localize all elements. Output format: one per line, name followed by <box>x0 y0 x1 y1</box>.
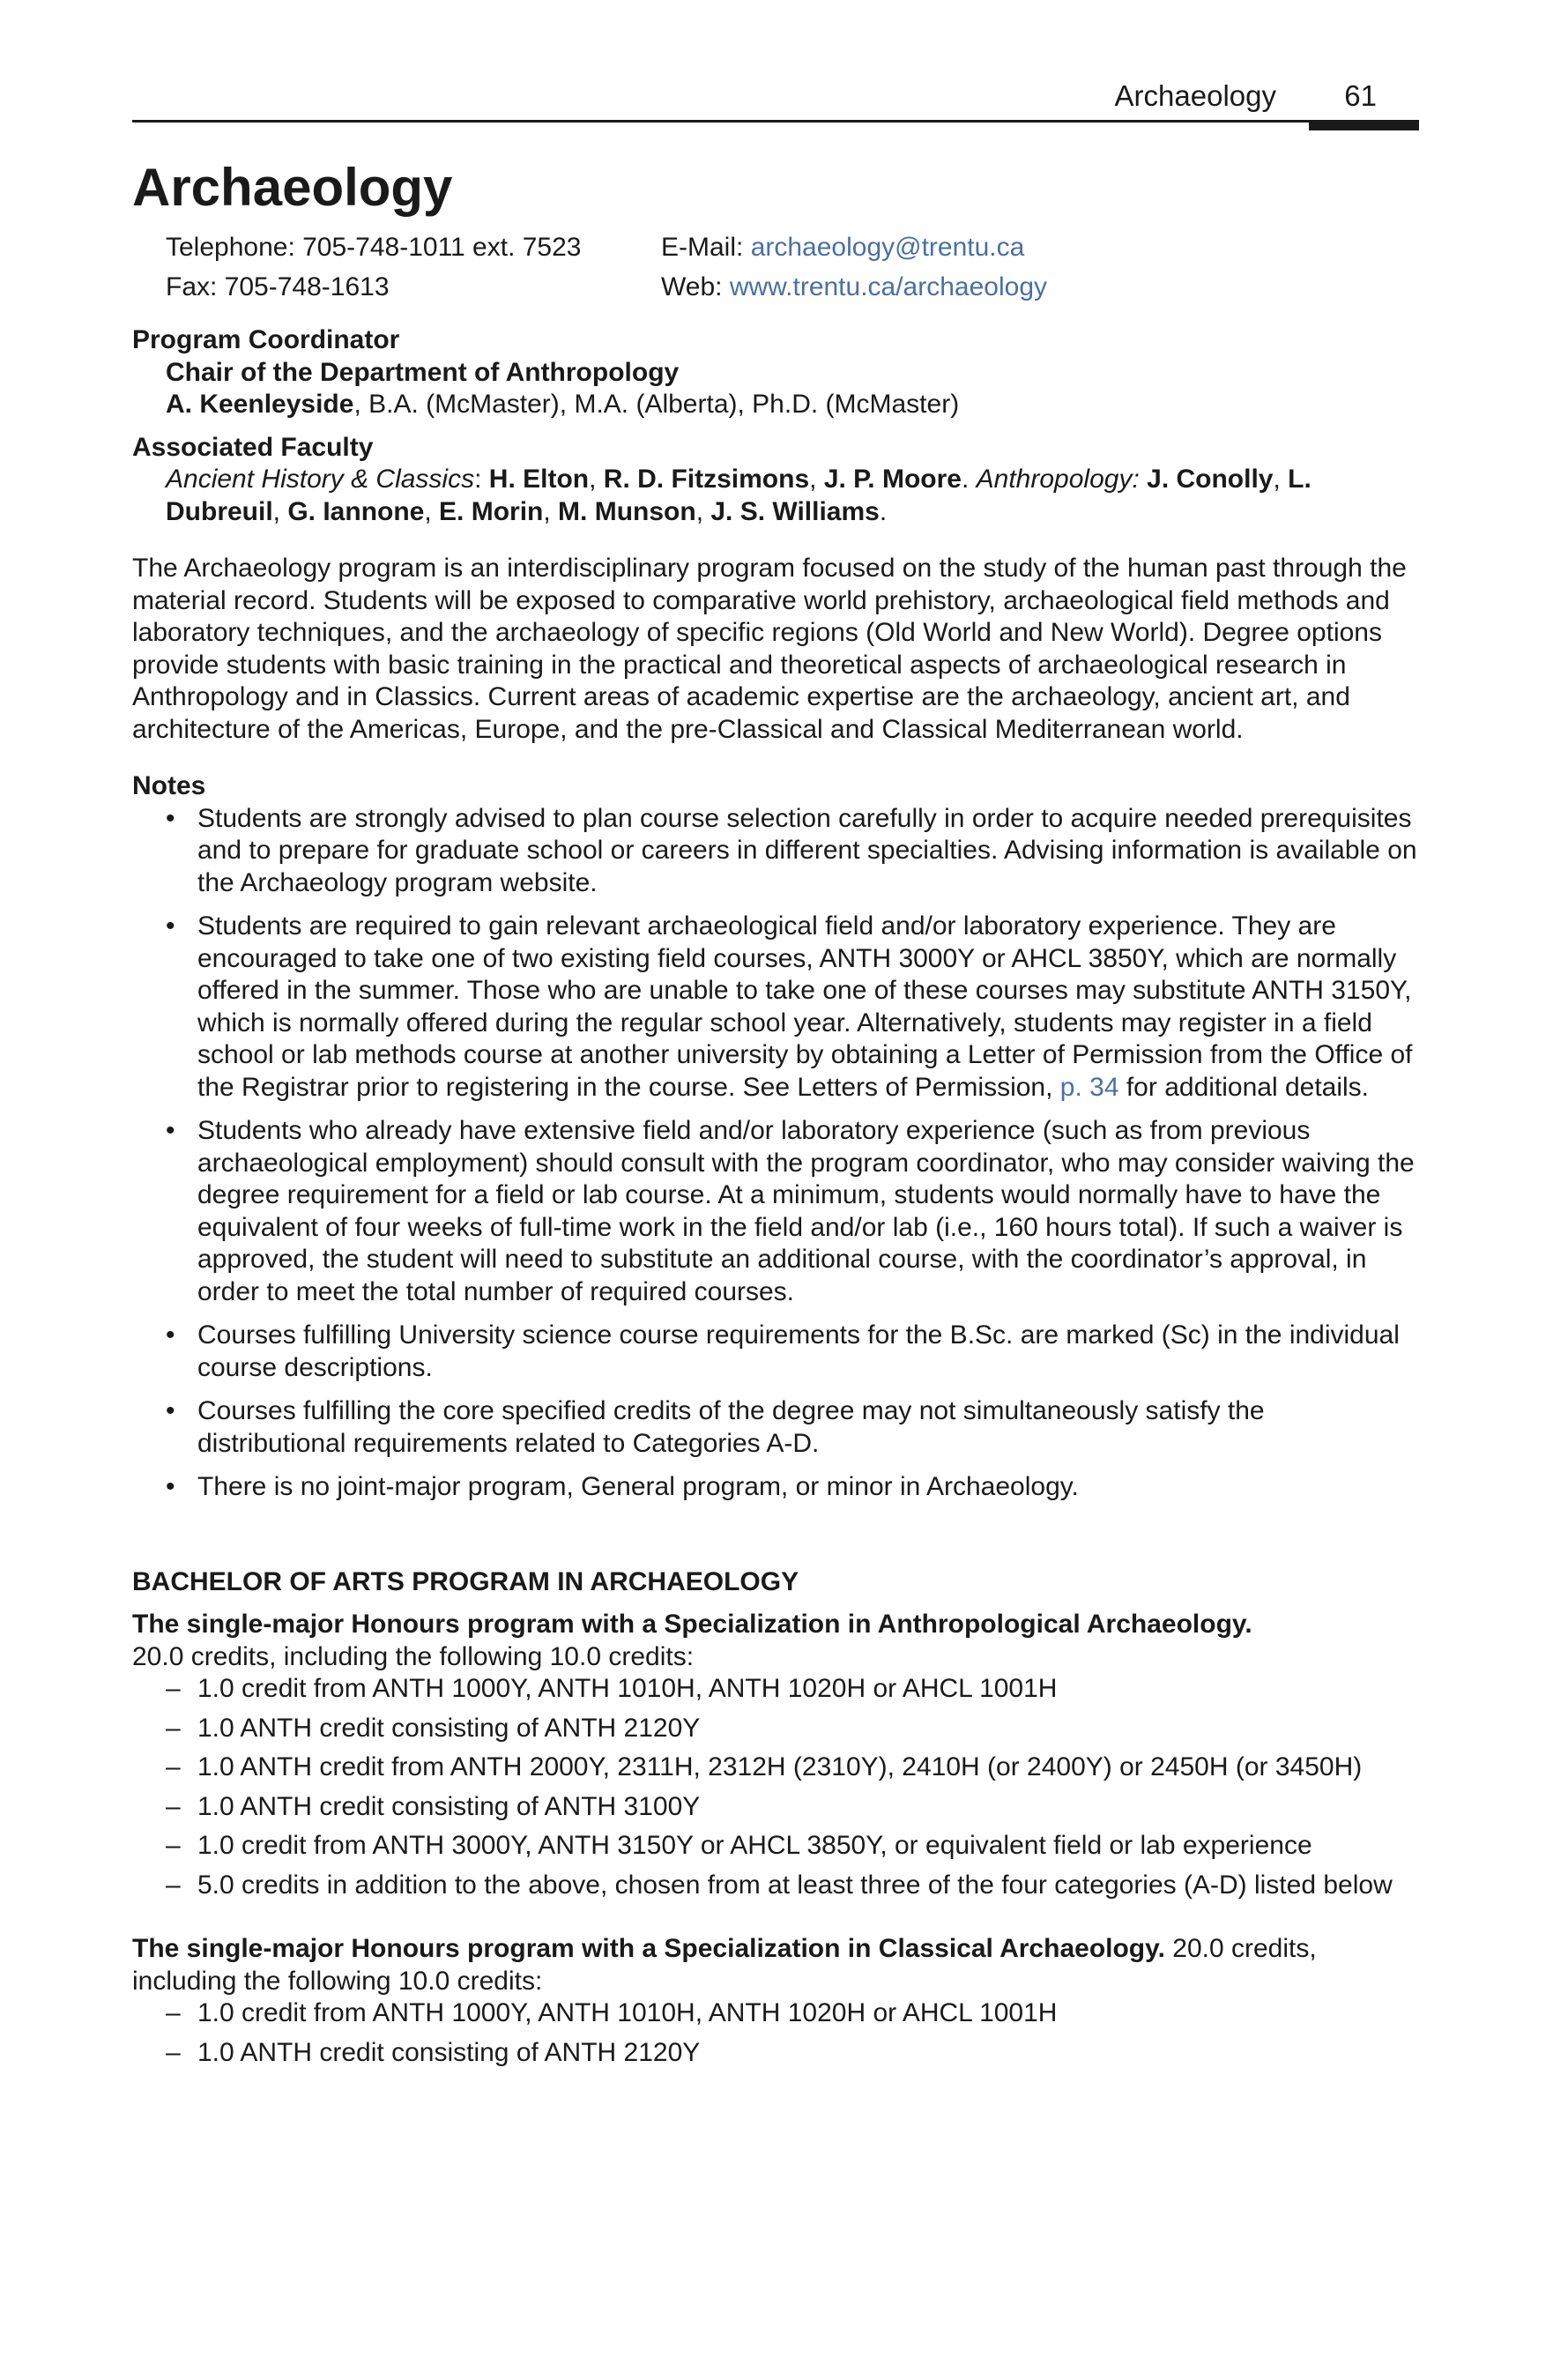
requirements-list <box>132 1673 1419 1901</box>
faculty-name: J. Conolly <box>1147 465 1274 494</box>
notes-list <box>132 803 1419 1504</box>
running-header <box>132 79 1419 134</box>
program-title: The single-major Honours program with a Specialization in Classical Archaeology. <box>132 1934 1165 1963</box>
email-label: E-Mail: <box>661 233 751 262</box>
web-link[interactable]: www.trentu.ca/archaeology <box>729 272 1048 301</box>
list-item <box>132 1830 1419 1863</box>
list-item <box>132 1870 1419 1902</box>
list-item <box>132 1395 1419 1460</box>
program-credits: 20.0 credits, including the following 10.0 credits: <box>132 1934 1317 1996</box>
bullet: • <box>166 1472 175 1501</box>
contact-block <box>166 227 1400 307</box>
requirement-text: 1.0 credit from ANTH 1000Y, ANTH 1010H, ANTH 1020H or AHCL 1001H <box>197 1998 1058 2027</box>
list-item <box>132 1673 1419 1706</box>
page-number: 61 <box>1344 79 1377 112</box>
requirement-text: 1.0 ANTH credit consisting of ANTH 3100Y <box>197 1791 701 1821</box>
bullet: • <box>166 1320 175 1350</box>
requirement-text: 1.0 credit from ANTH 1000Y, ANTH 1010H, ANTH 1020H or AHCL 1001H <box>197 1674 1058 1703</box>
faculty-name: H. Elton <box>488 465 590 494</box>
web-line <box>661 267 1047 307</box>
notes-heading: Notes <box>132 771 206 800</box>
note-text: Courses fulfilling the core specified credits of the degree may not simultaneously satisfy the distributional requirements related to Categories A-D. <box>197 1396 1265 1458</box>
note-text: Students who already have extensive field and/or laboratory experience (such as from previous archaeological employment) should consult with the program coordinator, who may consider waiving the degree requirement for a field or lab course. At a minimum, students would normally have to have the equivalent of four weeks of full-time work in the field and/or lab (i.e., 160 hours total). If such a waiver is approved, the student will need to substitute an additional course, with the coordinator’s approval, in order to meet the total number of required courses. <box>197 1116 1415 1306</box>
catalog-page <box>132 0 1419 2380</box>
program-credits: 20.0 credits, including the following 10.0 credits: <box>132 1641 695 1671</box>
page-reference-link[interactable]: p. 34 <box>1059 1072 1119 1102</box>
web-label: Web: <box>661 272 730 301</box>
coordinator-credentials: , B.A. (McMaster), M.A. (Alberta), Ph.D. (McMaster) <box>353 390 960 419</box>
page-title: Archaeology <box>132 158 453 217</box>
dash: – <box>166 1752 181 1781</box>
faculty-heading: Associated Faculty <box>132 432 374 462</box>
dash: – <box>166 2037 181 2067</box>
dash: – <box>166 1998 181 2027</box>
list-item <box>132 911 1419 1104</box>
header-rule <box>132 120 1419 123</box>
requirement-text: 5.0 credits in addition to the above, chosen from at least three of the four categories (A-D) listed below <box>197 1870 1393 1900</box>
program-title: The single-major Honours program with a Specialization in Anthropological Archaeology. <box>132 1610 1252 1639</box>
ba-heading: BACHELOR OF ARTS PROGRAM IN ARCHAEOLOGY <box>132 1566 799 1596</box>
note-text: Students are required to gain relevant archaeological field and/or laboratory experience. They are encouraged to take one of two existing field courses, ANTH 3000Y or AHCL 3850Y, which are normally offered in the summer. Those who are unable to take one of these courses may substitute ANTH 3150Y, which is normally offered during the regular school year. Alternatively, students may register in a field school or lab methods course at another university by obtaining a Letter of Permission from the Office of the Registrar prior to registering in the course. See Letters of Permission, <box>197 911 1413 1102</box>
requirement-text: 1.0 ANTH credit consisting of ANTH 2120Y <box>197 1713 701 1743</box>
list-item <box>132 1997 1419 2030</box>
dash: – <box>166 1870 181 1900</box>
faculty-name: G. Iannone <box>287 496 425 526</box>
bullet: • <box>166 1116 175 1145</box>
faculty-name: L. Dubreuil <box>166 465 1312 526</box>
header-tab-bar <box>1309 120 1419 130</box>
bullet: • <box>166 1396 175 1425</box>
coordinator-line <box>132 389 1419 421</box>
list-item <box>132 2037 1419 2070</box>
requirement-text: 1.0 ANTH credit consisting of ANTH 2120Y <box>197 2037 701 2067</box>
faculty-list: Ancient History & Classics: H. Elton, R. D. Fitzsimons, J. P. Moore. Anthropology: J. Conolly, L. Dubreuil, G. Iannone, E. Morin, M. Munson, J. S. Williams. <box>166 465 1312 526</box>
dash: – <box>166 1831 181 1860</box>
list-item <box>132 1752 1419 1784</box>
list-item <box>132 1713 1419 1745</box>
requirement-text: 1.0 ANTH credit from ANTH 2000Y, 2311H, 2312H (2310Y), 2410H (or 2400Y) or 2450H (or 3450H) <box>197 1752 1363 1781</box>
dash: – <box>166 1713 181 1743</box>
program-intro <box>132 1933 1419 1997</box>
main-content <box>132 324 1419 2076</box>
coordinator-name: A. Keenleyside <box>166 390 354 419</box>
dash: – <box>166 1791 181 1821</box>
telephone: Telephone: 705-748-1011 ext. 7523 <box>166 233 582 262</box>
fax: Fax: 705-748-1613 <box>166 272 390 301</box>
faculty-anth-label: Anthropology: <box>976 465 1140 494</box>
list-item <box>132 1791 1419 1824</box>
faculty-name: R. D. Fitzsimons <box>603 465 810 494</box>
email-line <box>661 227 1024 267</box>
requirement-text: 1.0 credit from ANTH 3000Y, ANTH 3150Y or AHCL 3850Y, or equivalent field or lab experience <box>197 1831 1312 1860</box>
faculty-ahc-label: Ancient History & Classics <box>166 465 475 494</box>
header-section-label: Archaeology <box>1114 79 1276 112</box>
bullet: • <box>166 803 175 833</box>
list-item <box>132 1320 1419 1384</box>
dash: – <box>166 1674 181 1703</box>
note-text: Courses fulfilling University science course requirements for the B.Sc. are marked (Sc) in the individual course descriptions. <box>197 1320 1400 1382</box>
note-text: There is no joint-major program, General program, or minor in Archaeology. <box>197 1472 1079 1501</box>
coordinator-role: Chair of the Department of Anthropology <box>166 357 680 387</box>
faculty-name: M. Munson <box>558 496 696 526</box>
bullet: • <box>166 911 175 941</box>
coordinator-heading: Program Coordinator <box>132 325 400 354</box>
faculty-name: E. Morin <box>439 496 544 526</box>
requirements-list <box>132 1997 1419 2069</box>
email-link[interactable]: archaeology@trentu.ca <box>750 233 1025 262</box>
note-text: Students are strongly advised to plan course selection carefully in order to acquire needed prerequisites and to prepare for graduate school or careers in different specialties. Advising information is available on the Archaeology program website. <box>197 803 1417 897</box>
faculty-name: J. P. Moore <box>823 465 962 494</box>
list-item <box>132 1115 1419 1308</box>
note-text: for additional details. <box>1118 1072 1370 1102</box>
list-item <box>132 803 1419 900</box>
intro-paragraph: The Archaeology program is an interdisciplinary program focused on the study of the human past through the material record. Students will be exposed to comparative world prehistory, archaeological field methods and laboratory techniques, and the archaeology of specific regions (Old World and New World). Degree options provide students with basic training in the practical and theoretical aspects of archaeological research in Anthropology and in Classics. Current areas of academic expertise are the archaeology, ancient art, and architecture of the Americas, Europe, and the pre-Classical and Classical Mediterranean world. <box>132 554 1407 744</box>
faculty-name: J. S. Williams <box>710 496 880 526</box>
list-item <box>132 1471 1419 1504</box>
